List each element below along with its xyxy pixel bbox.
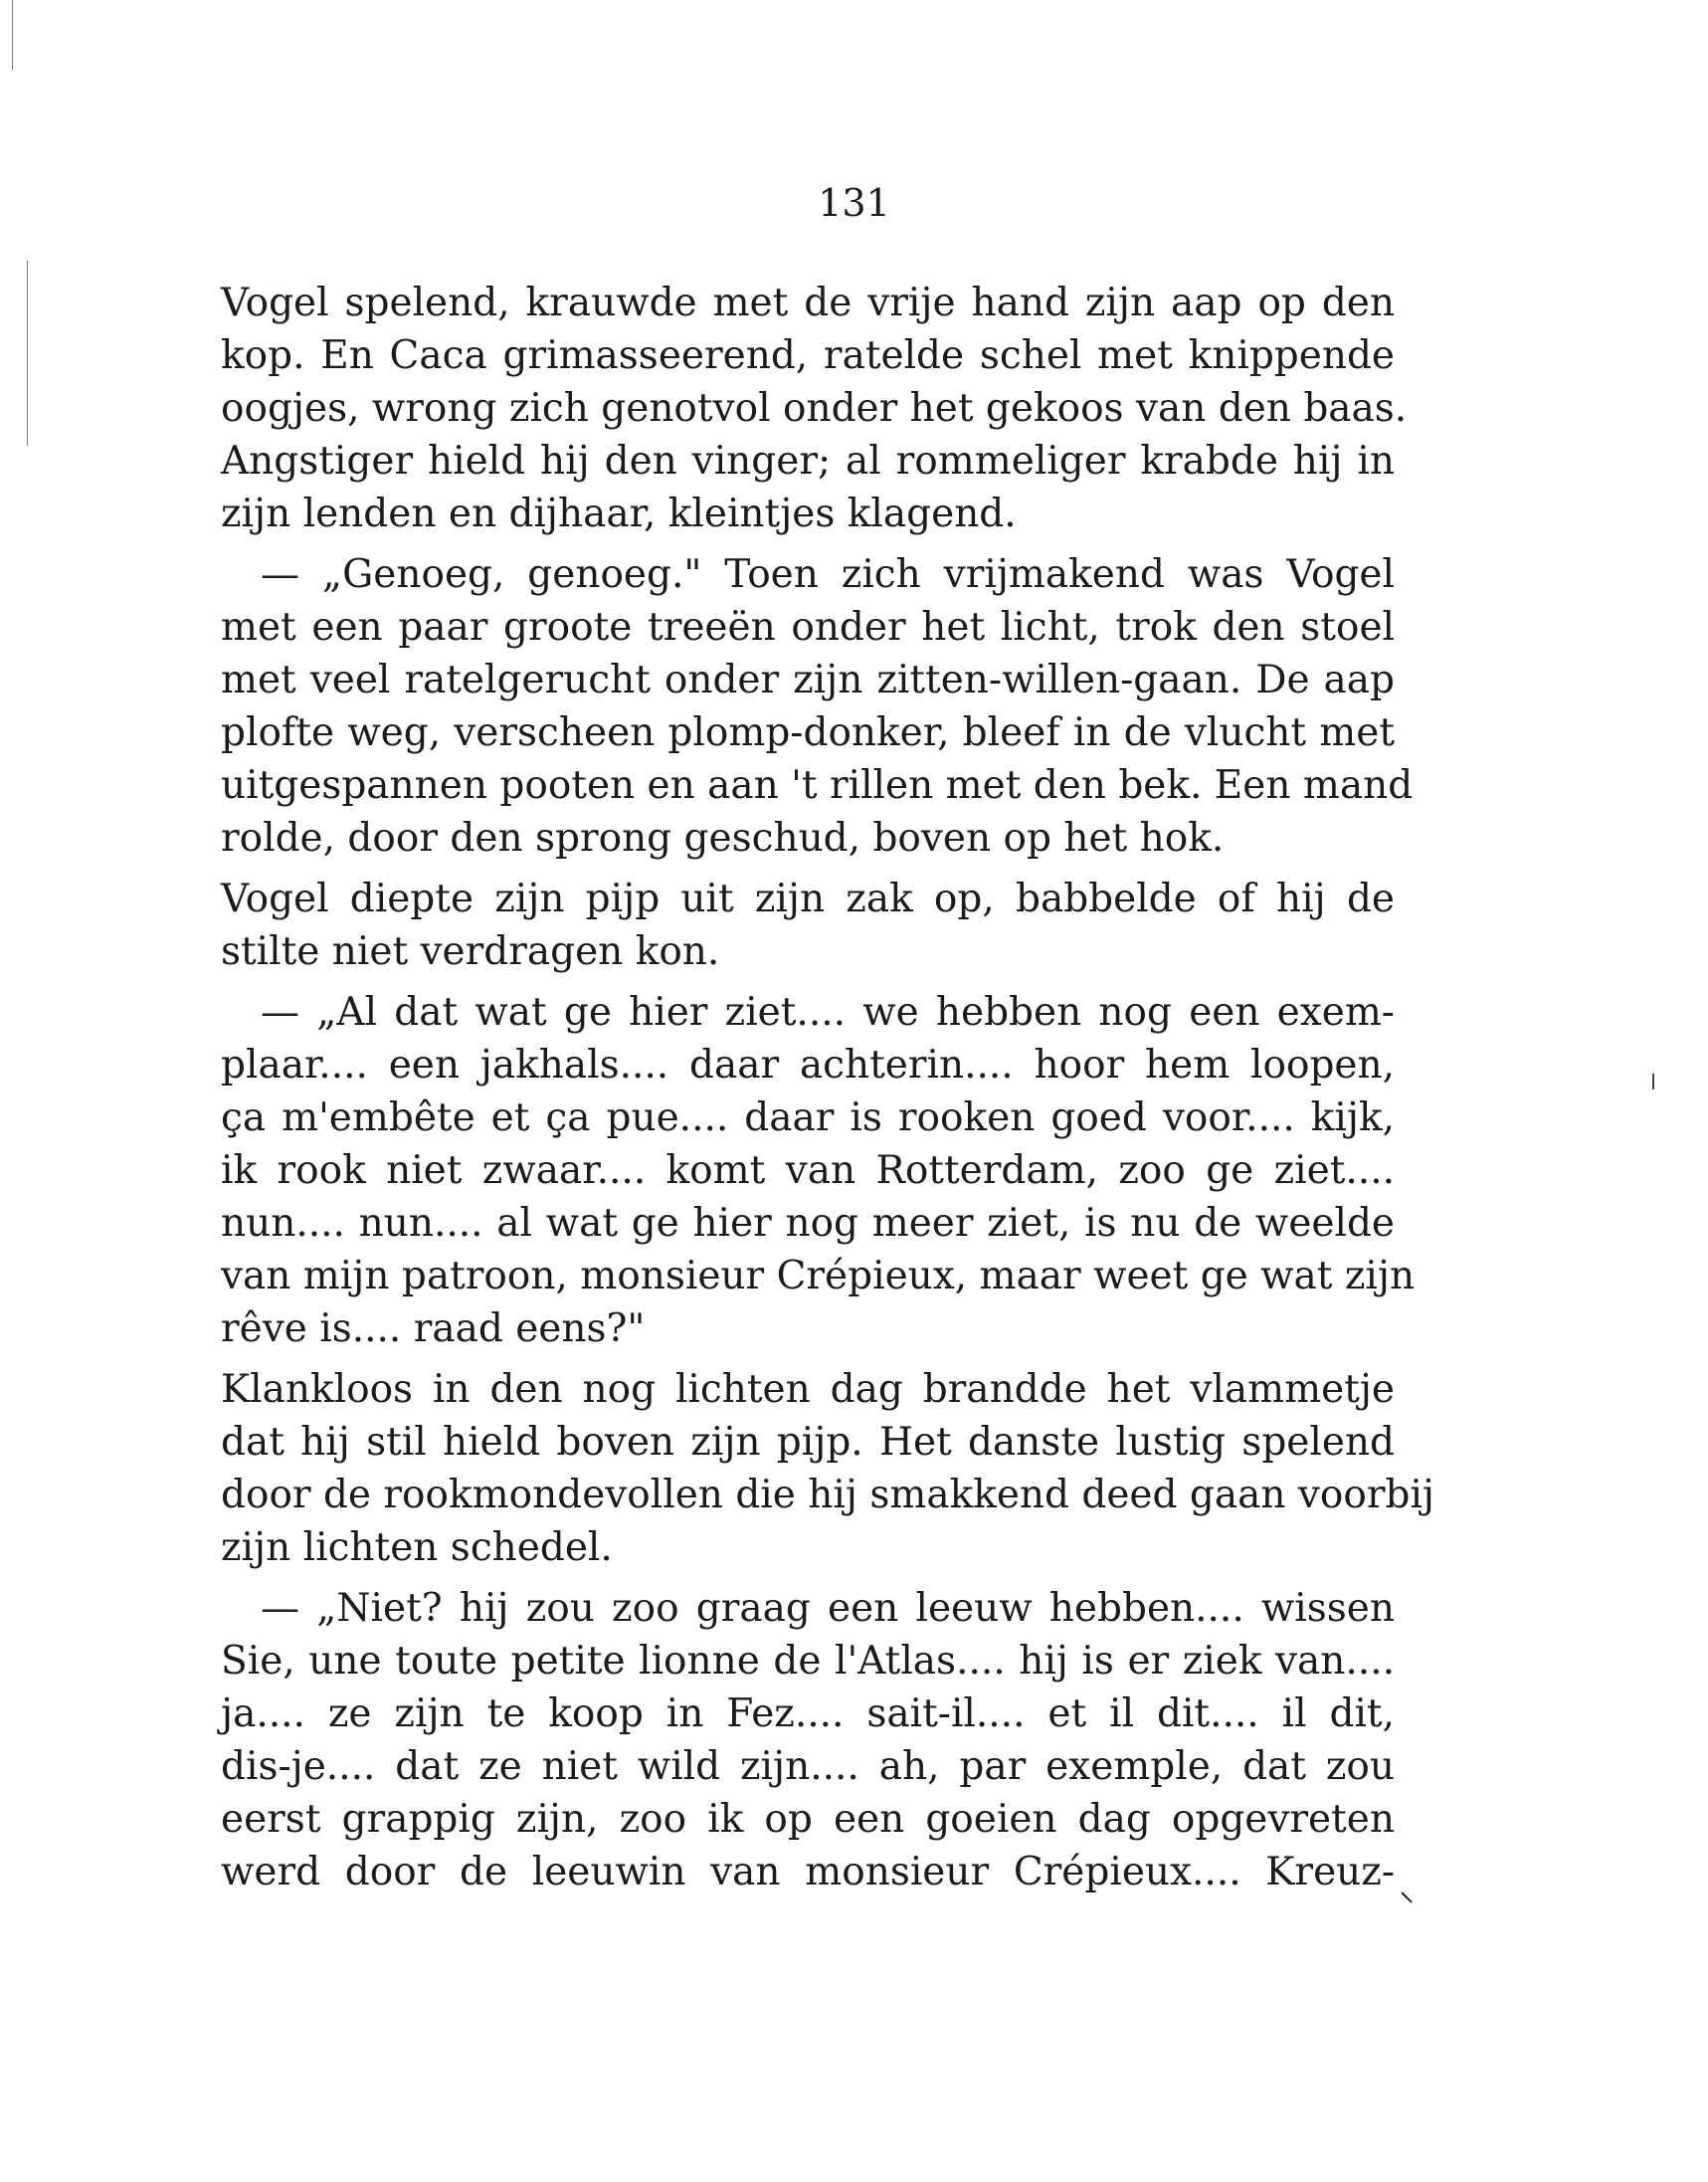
text-line: met een paar groote treeën onder het licht, trok den stoel xyxy=(221,605,1395,650)
text-line: plaar.... een jakhals.... daar achterin.... hoor hem loopen, xyxy=(221,1043,1395,1088)
body-text xyxy=(221,277,1435,1898)
text-line: — „Genoeg, genoeg." Toen zich vrijmakend was Vogel xyxy=(261,552,1395,597)
text-line: uitgespannen pooten en aan 't rillen met den bek. Een mand xyxy=(221,763,1414,808)
text-line: kop. En Caca grimasseerend, ratelde schel met knippende xyxy=(221,333,1395,378)
text-line: — „Niet? hij zou zoo graag een leeuw hebben.... wissen xyxy=(261,1586,1395,1631)
text-line: met veel ratelgerucht onder zijn zitten-willen-gaan. De aap xyxy=(221,658,1395,702)
scan-margin-mark xyxy=(27,261,28,446)
text-line: ça m'embête et ça pue.... daar is rooken goed voor.... kijk, xyxy=(221,1095,1395,1140)
text-line: ja.... ze zijn te koop in Fez.... sait-il.... et il dit.... il dit, xyxy=(221,1691,1395,1736)
text-line: werd door de leeuwin van monsieur Crépieux.... Kreuz- xyxy=(221,1850,1395,1894)
text-line: Klankloos in den nog lichten dag brandde het vlammetje xyxy=(221,1367,1395,1412)
text-line: dis-je.... dat ze niet wild zijn.... ah, par exemple, dat zou xyxy=(221,1744,1395,1789)
text-line: Sie, une toute petite lionne de l'Atlas.... hij is er ziek van.... xyxy=(221,1639,1395,1684)
text-line: Angstiger hield hij den vinger; al rommeliger krabde hij in xyxy=(221,439,1395,484)
text-line: zijn lenden en dijhaar, kleintjes klagend. xyxy=(221,492,1017,536)
text-line: nun.... nun.... al wat ge hier nog meer ziet, is nu de weelde xyxy=(221,1201,1395,1246)
text-line: rêve is.... raad eens?" xyxy=(221,1306,646,1351)
text-line: eerst grappig zijn, zoo ik op een goeien dag opgevreten xyxy=(221,1797,1395,1842)
text-line: dat hij stil hield boven zijn pijp. Het danste lustig spelend xyxy=(221,1420,1395,1465)
text-line: rolde, door den sprong geschud, boven op het hok. xyxy=(221,816,1225,861)
text-line: zijn lichten schedel. xyxy=(221,1525,613,1570)
text-line: door de rookmondevollen die hij smakkend deed gaan voorbij xyxy=(221,1473,1435,1517)
text-line: van mijn patroon, monsieur Crépieux, maar weet ge wat zijn xyxy=(221,1254,1416,1298)
scan-margin-mark xyxy=(12,0,13,70)
text-line: Vogel spelend, krauwde met de vrije hand zijn aap op den xyxy=(221,281,1395,325)
text-line: Vogel diepte zijn pijp uit zijn zak op, babbelde of hij de xyxy=(221,877,1395,921)
scan-margin-mark xyxy=(1652,1074,1654,1090)
text-line: ik rook niet zwaar.... komt van Rotterdam, zoo ge ziet.... xyxy=(221,1148,1395,1193)
scan-corner-mark xyxy=(1401,1891,1412,1902)
text-line: stilte niet verdragen kon. xyxy=(221,929,720,974)
text-line: — „Al dat wat ge hier ziet.... we hebben nog een exem- xyxy=(261,990,1395,1035)
text-line: oogjes, wrong zich genotvol onder het gekoos van den baas. xyxy=(221,386,1408,431)
text-line: plofte weg, verscheen plomp-donker, bleef in de vlucht met xyxy=(221,710,1395,755)
page-number: 131 xyxy=(818,181,890,225)
